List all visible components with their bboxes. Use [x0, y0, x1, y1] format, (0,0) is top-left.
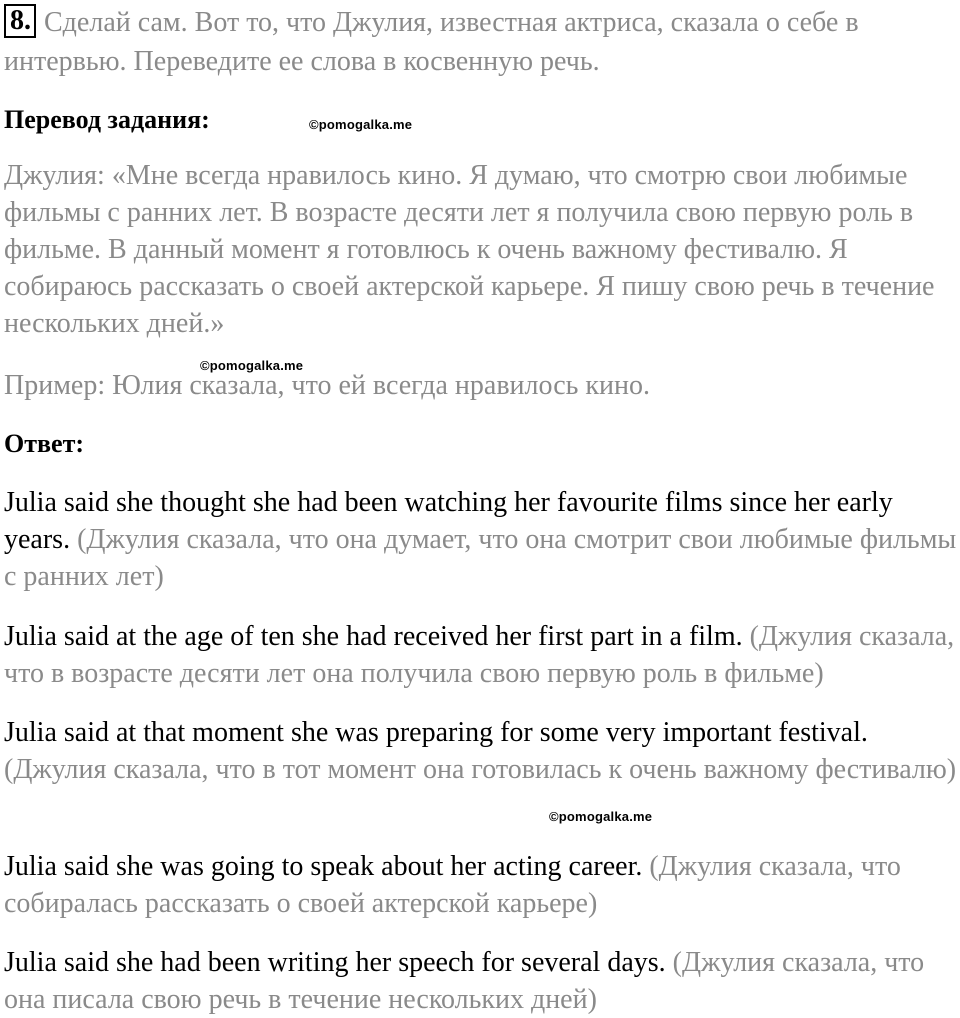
- example-text: Пример: Юлия сказала, что ей всегда нравилось кино.: [4, 370, 650, 401]
- quote-text: Джулия: «Мне всегда нравилось кино. Я думаю, что смотрю свои любимые фильмы с ранних лет. В возрасте десяти лет я получила свою первую роль в фильме. В данный момент я готовлюсь к очень важному фестивалю. Я собираюсь рассказать о своей актерской карьере. Я пишу свою речь в течение нескольких дней.»: [4, 160, 935, 339]
- answer-heading: Ответ:: [4, 429, 85, 458]
- answer-english: Julia said she had been writing her speech for several days.: [4, 947, 666, 978]
- answer-item-3: [4, 714, 958, 788]
- answer-translation: (Джулия сказала, что собиралась рассказать о своей актерской карьере): [4, 851, 901, 919]
- answer-translation: (Джулия сказала, что она думает, что она смотрит свои любимые фильмы с ранних лет): [4, 524, 957, 592]
- task-text: Сделай сам. Вот то, что Джулия, известная актриса, сказала о себе в интервью. Переведите ее слова в косвенную речь.: [4, 7, 859, 77]
- answer-translation: (Джулия сказала, что в возрасте десяти лет она получила свою первую роль в фильме): [4, 621, 955, 689]
- answer-english: Julia said she was going to speak about her acting career.: [4, 851, 643, 882]
- watermark-1: ©pomogalka.me: [309, 117, 413, 132]
- watermark-2: ©pomogalka.me: [200, 358, 304, 373]
- task-statement: [4, 3, 954, 81]
- answer-item-5: [4, 944, 958, 1018]
- answer-english: Julia said at the age of ten she had received her first part in a film.: [4, 621, 743, 652]
- task-number: 8.: [4, 4, 36, 38]
- answer-translation: (Джулия сказала, что в тот момент она готовилась к очень важному фестивалю): [4, 754, 957, 785]
- answer-translation: (Джулия сказала, что она писала свою речь в течение нескольких дней): [4, 947, 925, 1015]
- answer-item-4: [4, 848, 958, 922]
- answer-english: Julia said she thought she had been watching her favourite films since her early years.: [4, 487, 893, 555]
- watermark-3: ©pomogalka.me: [549, 809, 653, 824]
- translation-heading: Перевод задания:: [4, 105, 210, 134]
- answer-item-2: [4, 618, 958, 692]
- answer-item-1: [4, 484, 958, 595]
- answer-english: Julia said at that moment she was preparing for some very important festival.: [4, 717, 868, 748]
